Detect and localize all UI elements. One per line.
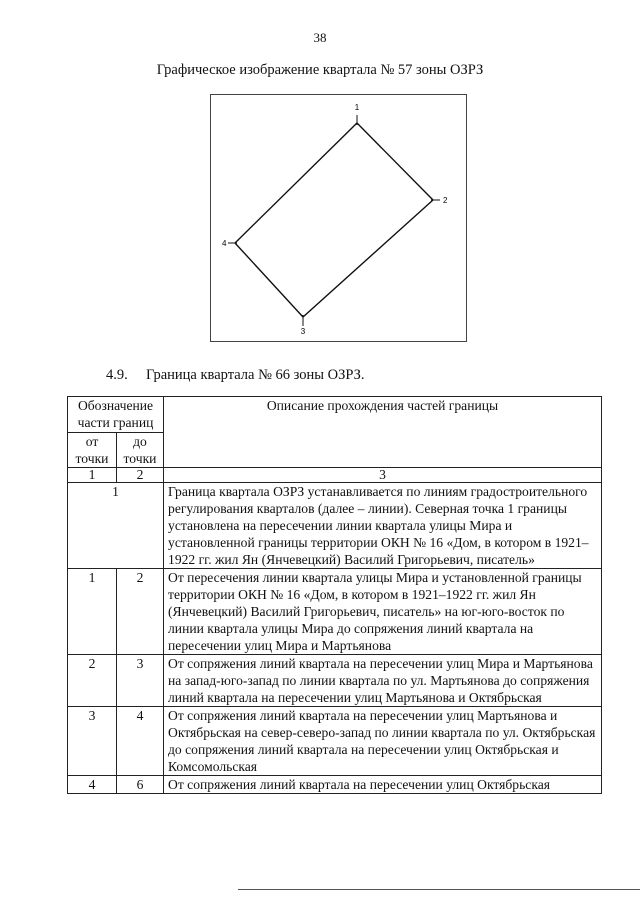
from-point-cell: 1 [68, 569, 117, 655]
designation-header: Обозначение части границ [68, 397, 164, 433]
page-number: 38 [313, 30, 327, 45]
boundary-table [67, 396, 602, 794]
start-point-cell: 1 [68, 483, 164, 569]
from-point-cell: 3 [68, 707, 117, 776]
description-cell: Граница квартала ОЗРЗ устанавливается по линиям градостроительного регулирования кварталов (далее – линии). Северная точка 1 границы установлена на пересечении линии квартала улицы Мира и установленной границы территории ОКН № 16 «Дом, в котором в 1921–1922 гг. жил Ян (Янчевецкий) Василий Григорьевич, писатель» [164, 483, 602, 569]
table-header-row [68, 397, 602, 433]
figure-title: Графическое изображение квартала № 57 зоны ОЗРЗ [156, 62, 484, 78]
description-cell: От сопряжения линий квартала на пересечении улиц Мира и Мартьянова на запад-юго-запад по линии квартала по ул. Мартьянова до сопряжения линий квартала на пересечении улиц Мартьянова и Октябрьская [164, 655, 602, 707]
section-title: Граница квартала № 66 зоны ОЗРЗ. [146, 367, 365, 383]
quarter-57-outline [235, 123, 433, 317]
description-cell: От пересечения линии квартала улицы Мира и установленной границы территории ОКН № 16 «Дом, в котором в 1921–1922 гг. жил Ян (Янчевецкий) Василий Григорьевич, писатель» на юг-юго-восток по линии квартала улицы Мира до сопряжения линий квартала на пересечении улиц Мира и Мартьянова [164, 569, 602, 655]
table-row [68, 569, 602, 655]
description-cell: От сопряжения линий квартала на пересечении улиц Мартьянова и Октябрьская на север-северо-запад по линии квартала по ул. Октябрьская до сопряжения линий квартала на пересечении улиц Октябрьская и Комсомольская [164, 707, 602, 776]
section-heading [106, 367, 365, 384]
column-number: 2 [117, 468, 164, 483]
from-point-cell: 4 [68, 776, 117, 794]
point-2-label: 2 [443, 196, 448, 205]
table-row [68, 707, 602, 776]
to-point-header: до точки [117, 433, 164, 468]
quarter-57-diagram [210, 94, 467, 342]
to-point-cell: 2 [117, 569, 164, 655]
table-row [68, 483, 602, 569]
point-4-label: 4 [222, 239, 227, 248]
column-number: 3 [164, 468, 602, 483]
point-3-label: 3 [300, 327, 306, 336]
point-1-label: 1 [354, 103, 360, 112]
table-row [68, 655, 602, 707]
column-number-row [68, 468, 602, 483]
from-point-header: от точки [68, 433, 117, 468]
from-point-cell: 2 [68, 655, 117, 707]
page-bottom-rule [238, 889, 640, 890]
section-number: 4.9. [106, 367, 128, 383]
table-row [68, 776, 602, 794]
to-point-cell: 6 [117, 776, 164, 794]
to-point-cell: 3 [117, 655, 164, 707]
description-cell: От сопряжения линий квартала на пересечении улиц Октябрьская [164, 776, 602, 794]
column-number: 1 [68, 468, 117, 483]
description-header: Описание прохождения частей границы [164, 397, 602, 468]
to-point-cell: 4 [117, 707, 164, 776]
quarter-57-diagram-svg [211, 95, 468, 343]
